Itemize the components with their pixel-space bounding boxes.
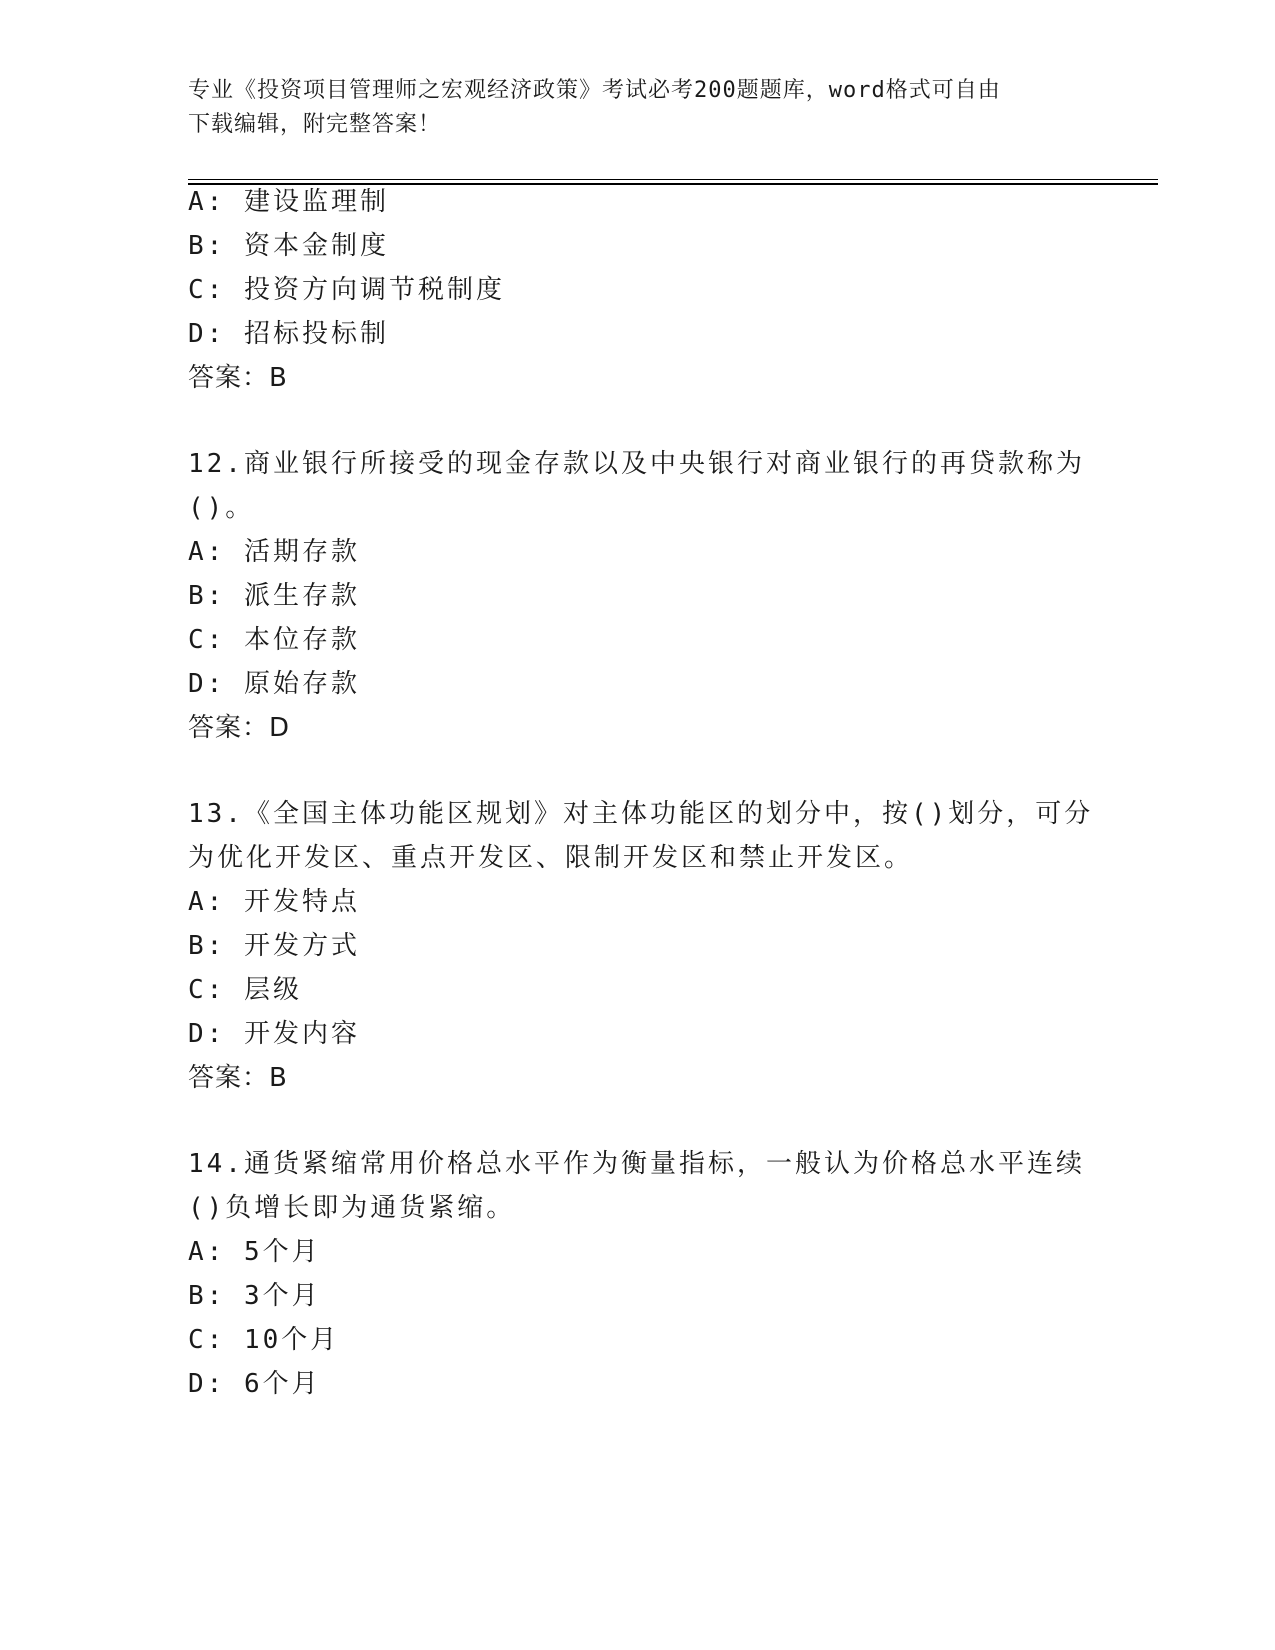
- q14-stem-line-2: ()负增长即为通货紧缩。: [188, 1193, 516, 1223]
- q13-option-c: C: 层级: [188, 975, 302, 1005]
- q12-stem-line-1: 12.商业银行所接受的现金存款以及中央银行对商业银行的再贷款称为: [188, 449, 1085, 479]
- q14-option-b: B: 3个月: [188, 1281, 321, 1311]
- q11-answer: 答案：B: [188, 363, 288, 393]
- q14-option-c: C: 10个月: [188, 1325, 340, 1355]
- q12-option-b: B: 派生存款: [188, 581, 360, 611]
- q12-option-a: A: 活期存款: [188, 537, 360, 567]
- q11-option-b: B: 资本金制度: [188, 231, 389, 261]
- q12-option-c: C: 本位存款: [188, 625, 360, 655]
- q13-answer: 答案：B: [188, 1063, 288, 1093]
- q12-option-d: D: 原始存款: [188, 669, 360, 699]
- q12-stem-line-2: ()。: [188, 493, 255, 523]
- q14-stem-line-1: 14.通货紧缩常用价格总水平作为衡量指标，一般认为价格总水平连续: [188, 1149, 1085, 1179]
- q14-option-d: D: 6个月: [188, 1369, 321, 1399]
- q11-option-a: A: 建设监理制: [188, 187, 389, 217]
- header-line-1: 专业《投资项目管理师之宏观经济政策》考试必考200题题库，word格式可自由: [188, 78, 1001, 103]
- q13-option-a: A: 开发特点: [188, 887, 360, 917]
- q13-option-d: D: 开发内容: [188, 1019, 360, 1049]
- q12-answer: 答案：D: [188, 713, 291, 743]
- q13-stem-line-2: 为优化开发区、重点开发区、限制开发区和禁止开发区。: [188, 843, 914, 873]
- q11-option-d: D: 招标投标制: [188, 319, 389, 349]
- q14-option-a: A: 5个月: [188, 1237, 321, 1267]
- header-line-2: 下载编辑，附完整答案！: [188, 112, 442, 137]
- q11-option-c: C: 投资方向调节税制度: [188, 275, 505, 305]
- q13-option-b: B: 开发方式: [188, 931, 360, 961]
- q13-stem-line-1: 13.《全国主体功能区规划》对主体功能区的划分中，按()划分，可分: [188, 799, 1094, 829]
- header-rule-thin: [188, 179, 1158, 180]
- document-header: [188, 74, 1068, 142]
